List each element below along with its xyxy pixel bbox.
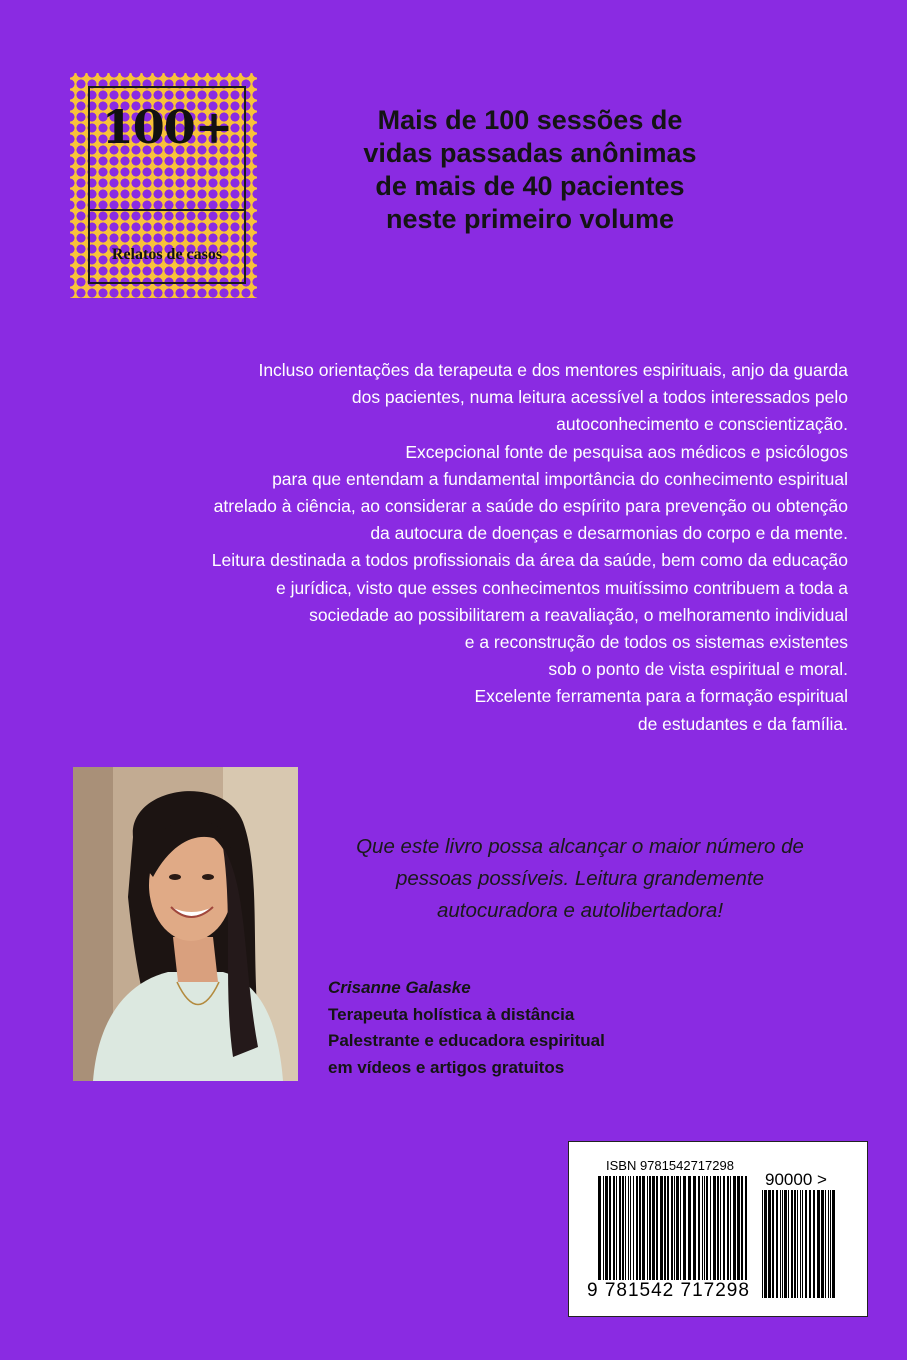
description-line: sociedade ao possibilitarem a reavaliação, o melhoramento individual [309, 604, 848, 625]
isbn-label: ISBN 9781542717298 [606, 1158, 734, 1173]
barcode-bar [813, 1190, 815, 1298]
barcode-bar [706, 1176, 708, 1280]
barcode-bar [616, 1176, 617, 1280]
barcode-bar [727, 1176, 729, 1280]
description-line: dos pacientes, numa leitura acessível a todos interessados pelo [351, 387, 848, 408]
author-title-line: Terapeuta holística à distância [328, 1004, 575, 1024]
barcode-bars [598, 1176, 748, 1288]
barcode-bar [832, 1190, 835, 1298]
barcode-bar [642, 1176, 645, 1280]
barcode-bar [609, 1176, 611, 1280]
barcode-bar [809, 1190, 811, 1298]
barcode-bar [784, 1190, 787, 1298]
barcode-bar [693, 1176, 696, 1280]
description-line: de estudantes e da família. [637, 713, 848, 734]
quote-line: autocuradora e autolibertadora! [436, 899, 724, 922]
barcode-bar [619, 1176, 621, 1280]
barcode-bar [825, 1190, 826, 1298]
isbn-number: 9 781542 717298 [587, 1280, 750, 1301]
barcode-bar [649, 1176, 651, 1280]
barcode-bar [733, 1176, 736, 1280]
barcode-bar [636, 1176, 638, 1280]
headline-line: neste primeiro volume [385, 204, 675, 234]
description-line: sob o ponto de vista espiritual e moral. [548, 659, 848, 680]
barcode-bar [791, 1190, 793, 1298]
barcode-bar [828, 1190, 829, 1298]
barcode-bar [598, 1176, 601, 1280]
headline-line: vidas passadas anônimas [363, 138, 697, 168]
barcode-bar [639, 1176, 641, 1280]
author-photo [73, 767, 298, 1081]
barcode-bar [625, 1176, 626, 1280]
barcode-bar [772, 1190, 774, 1298]
barcode-bar [647, 1176, 648, 1280]
barcode-addon-bars [762, 1190, 842, 1298]
barcode-bar [613, 1176, 615, 1280]
headline [330, 104, 730, 236]
barcode-bar [710, 1176, 711, 1280]
barcode-bar [630, 1176, 631, 1280]
quote-line: Que este livro possa alcançar o maior número de [356, 835, 804, 858]
barcode-bar [605, 1176, 608, 1280]
barcode-bar [680, 1176, 681, 1280]
barcode-bar [797, 1190, 798, 1298]
barcode-bar [768, 1190, 771, 1298]
barcode-bar [782, 1190, 783, 1298]
barcode-bar [737, 1176, 740, 1280]
headline-line: de mais de 40 pacientes [375, 171, 685, 201]
barcode-bar [664, 1176, 666, 1280]
barcode-bar [741, 1176, 743, 1280]
barcode-bar [776, 1190, 778, 1298]
barcode-bar [720, 1176, 721, 1280]
barcode-bar [671, 1176, 673, 1280]
barcode-bar [723, 1176, 725, 1280]
barcode-bar [683, 1176, 686, 1280]
stamp-divider [88, 209, 246, 211]
barcode-bar [667, 1176, 669, 1280]
author-signature [328, 975, 605, 1081]
description-line: para que entendam a fundamental importância do conhecimento espiritual [272, 468, 848, 489]
barcode-bar [805, 1190, 807, 1298]
barcode-bar [780, 1190, 781, 1298]
description-line: autoconhecimento e conscientização. [556, 414, 848, 435]
barcode-bar [764, 1190, 767, 1298]
description-line: da autocura de doenças e desarmonias do corpo e da mente. [370, 523, 848, 544]
barcode-bar [821, 1190, 824, 1298]
barcode-bar [830, 1190, 831, 1298]
barcode-bar [676, 1176, 679, 1280]
headline-line: Mais de 100 sessões de [377, 105, 683, 135]
stamp-caption: Relatos de casos [111, 246, 223, 263]
author-portrait-illustration [73, 767, 298, 1081]
barcode-bar [660, 1176, 663, 1280]
author-title-line: em vídeos e artigos gratuitos [328, 1057, 565, 1077]
barcode-bar [762, 1190, 763, 1298]
barcode-bar [633, 1176, 634, 1280]
stamp-count: 100+ [101, 100, 233, 154]
barcode-bar [622, 1176, 624, 1280]
barcode-bar [713, 1176, 716, 1280]
barcode-bar [628, 1176, 629, 1280]
barcode-bar [717, 1176, 719, 1280]
barcode-bar [656, 1176, 658, 1280]
barcode-bar [730, 1176, 731, 1280]
barcode-bar [674, 1176, 675, 1280]
barcode-bar [702, 1176, 703, 1280]
barcode-bar [788, 1190, 789, 1298]
barcode-bar [802, 1190, 803, 1298]
quote-text [300, 831, 860, 927]
barcode-bar [794, 1190, 796, 1298]
description-line: Excelente ferramenta para a formação espiritual [474, 686, 848, 707]
description-line: Leitura destinada a todos profissionais da área da saúde, bem como da educação [211, 550, 848, 571]
description-text [60, 357, 848, 738]
description-line: e jurídica, visto que esses conhecimentos muitíssimo contribuem a toda a [276, 577, 848, 598]
author-name: Crisanne Galaske [328, 978, 471, 997]
barcode-bar [704, 1176, 705, 1280]
barcode-bar [745, 1176, 747, 1280]
barcode-bar [688, 1176, 691, 1280]
price-code: 90000 > [765, 1170, 827, 1189]
description-line: Incluso orientações da terapeuta e dos mentores espirituais, anjo da guarda [258, 360, 848, 380]
author-title-line: Palestrante e educadora espiritual [328, 1031, 605, 1050]
barcode-bar [817, 1190, 820, 1298]
barcode-bar [652, 1176, 655, 1280]
description-line: Excepcional fonte de pesquisa aos médicos e psicólogos [405, 441, 848, 462]
quote-line: pessoas possíveis. Leitura grandemente [395, 867, 765, 890]
barcode-bar [603, 1176, 604, 1280]
barcode-bar [800, 1190, 801, 1298]
description-line: atrelado à ciência, ao considerar a saúde do espírito para prevenção ou obtenção [213, 496, 848, 517]
barcode-bar [698, 1176, 700, 1280]
description-line: e a reconstrução de todos os sistemas existentes [464, 632, 848, 653]
